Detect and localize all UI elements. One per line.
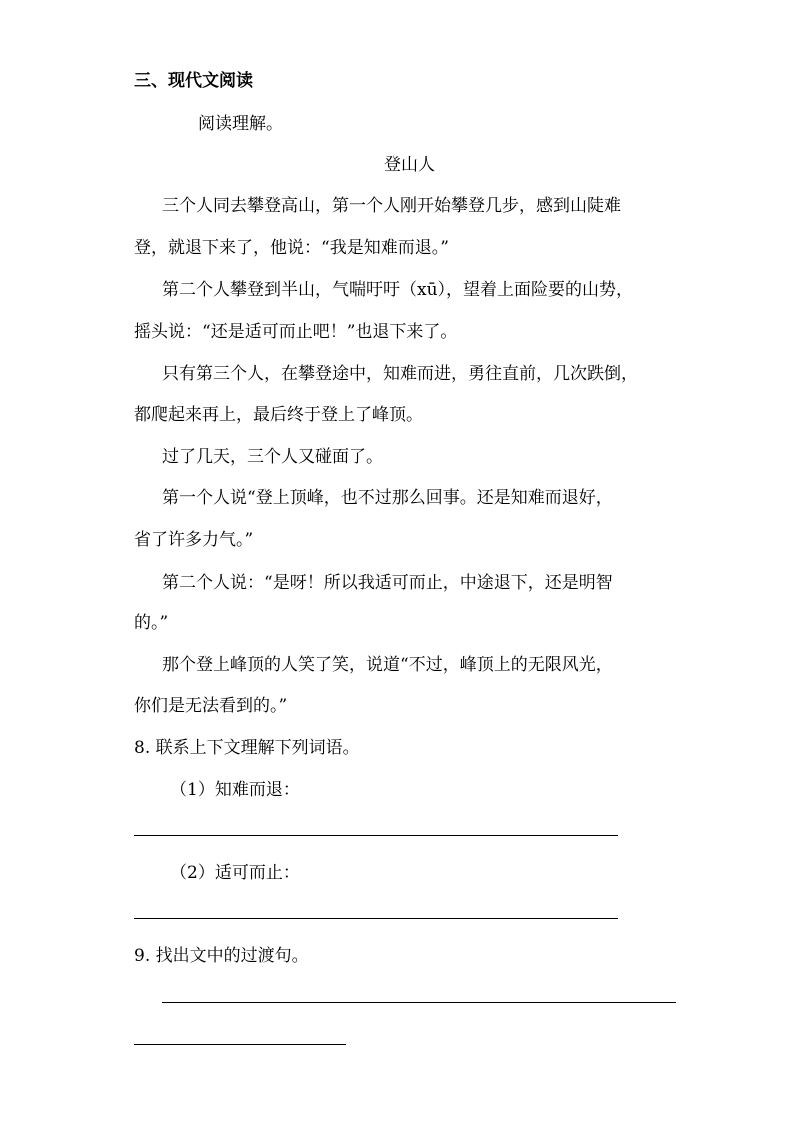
passage-line: 三个人同去攀登高山，第一个人刚开始攀登几步，感到山陡难: [162, 196, 621, 216]
passage-line: 省了许多力气。”: [134, 530, 254, 550]
passage-line: 都爬起来再上，最后终于登上了峰顶。: [134, 405, 423, 425]
section-heading: 三、现代文阅读: [134, 71, 253, 91]
passage-line: 你们是无法看到的。”: [134, 696, 288, 716]
passage-line: 第二个人攀登到半山，气喘吁吁（xū），望着上面险要的山势，: [162, 280, 634, 300]
question-8-item-1: （1）知难而退：: [170, 780, 300, 800]
passage-line: 只有第三个人，在攀登途中，知难而进，勇往直前，几次跌倒，: [162, 364, 638, 384]
passage-title: 登山人: [384, 155, 435, 175]
passage-line: 那个登上峰顶的人笑了笑，说道“不过，峰顶上的无限风光，: [162, 655, 613, 675]
passage-line: 第一个人说“登上顶峰，也不过那么回事。还是知难而退好，: [162, 488, 613, 508]
answer-line[interactable]: [134, 1044, 346, 1045]
instruction: 阅读理解。: [198, 114, 283, 134]
question-8-prompt: 8. 联系上下文理解下列词语。: [134, 738, 360, 758]
passage-line: 摇头说：“还是适可而止吧！”也退下来了。: [134, 322, 458, 342]
passage-line: 登，就退下来了，他说：“我是知难而退。”: [134, 238, 449, 258]
question-8-item-2: （2）适可而止：: [170, 863, 300, 883]
answer-line[interactable]: [134, 835, 618, 836]
passage-line: 第二个人说：“是呀！所以我适可而止，中途退下，还是明智: [162, 573, 613, 593]
answer-line[interactable]: [134, 918, 618, 919]
passage-line: 的。”: [134, 613, 169, 633]
passage-line: 过了几天，三个人又碰面了。: [162, 447, 383, 467]
question-9-prompt: 9. 找出文中的过渡句。: [134, 946, 309, 966]
answer-line[interactable]: [162, 1002, 676, 1003]
